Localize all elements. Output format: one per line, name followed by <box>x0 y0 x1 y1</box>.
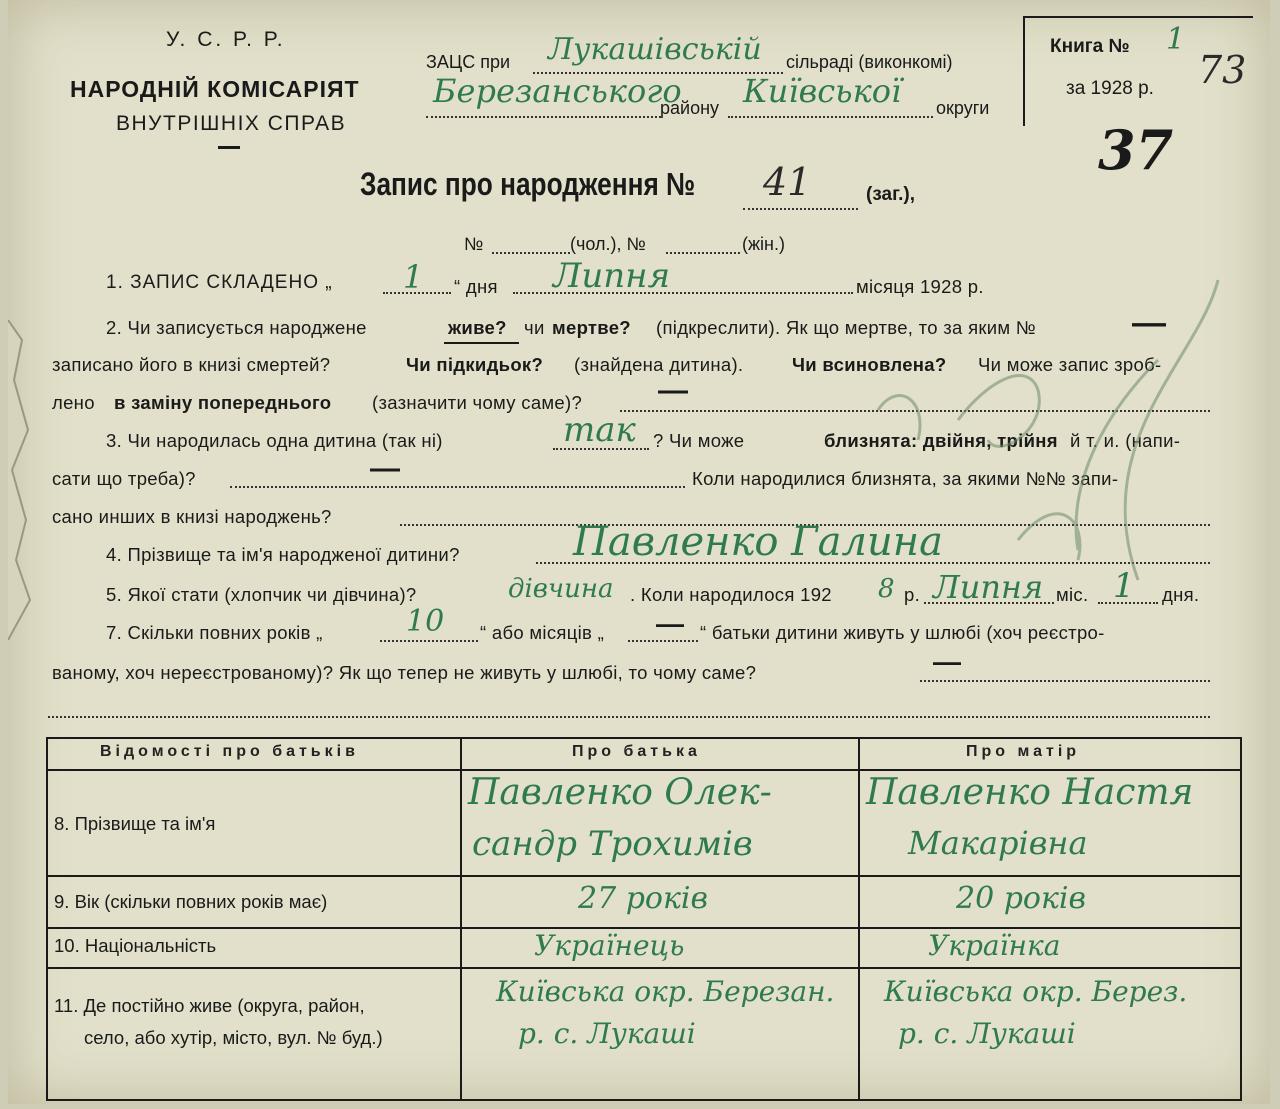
item2-replace: в заміну попереднього <box>114 392 332 413</box>
item2-l1-a: 2. Чи записується народжене <box>106 317 367 338</box>
item3-l1-b: ? Чи може <box>653 430 745 451</box>
item2-l2-b: (знайдена дитина). <box>574 354 744 375</box>
item3-l2-b: Коли народилися близнята, за якими №№ запи- <box>692 468 1119 489</box>
row11-mother-line2: р. с. Лукаші <box>898 1017 1076 1050</box>
item2-l1-b: чи <box>524 317 545 338</box>
record-number-line <box>743 208 858 210</box>
book-box-top <box>1023 16 1253 18</box>
table-row-divider-1 <box>48 875 1240 877</box>
item5-month-handwritten: Липня <box>933 568 1044 606</box>
book-year: за 1928 р. <box>1066 78 1154 99</box>
item5-c: р. <box>904 584 921 605</box>
header-dash <box>218 146 240 149</box>
item5-e: дня. <box>1162 584 1200 605</box>
item3-l1-c: й т. и. (напи- <box>1070 430 1181 451</box>
col-header-info: Відомості про батьків <box>100 743 359 760</box>
item2-l3-a: лено <box>52 392 95 413</box>
form-paper <box>8 0 1270 1104</box>
row11-father-line1: Київська окр. Березан. <box>496 975 835 1008</box>
row11-label-line1: 11. Де постійно живе (округа, район, <box>54 995 365 1016</box>
item5-year-handwritten: 8 <box>878 574 895 604</box>
village-handwritten: Лукашівській <box>548 32 762 67</box>
sub-no-1: № <box>464 234 484 254</box>
sub-zhin: (жін.) <box>742 234 785 254</box>
item3-l2-a: сати що треба)? <box>52 468 196 489</box>
item7-l3-line <box>48 716 1210 718</box>
item2-l3-dash: — <box>658 374 688 407</box>
item1-day-handwritten: 1 <box>403 258 424 296</box>
zags-prefix: ЗАЦС при <box>426 52 511 72</box>
item5-d: міс. <box>1056 584 1089 605</box>
item2-dead: мертве? <box>552 317 631 338</box>
item7-months-dash: — <box>656 608 684 639</box>
sub-line-2 <box>666 252 740 254</box>
okrug-line <box>728 116 933 118</box>
header-ussr: У. С. Р. Р. <box>166 28 286 51</box>
book-number-handwritten: 1 <box>1166 22 1186 57</box>
record-title: Запис про народження № <box>360 166 696 202</box>
table-col-divider-1 <box>460 739 462 1099</box>
item4-handwritten: Павленко Галина <box>573 519 943 565</box>
item3-l1-a: 3. Чи народилась одна дитина (так ні) <box>106 430 443 451</box>
record-number-handwritten: 41 <box>763 160 812 204</box>
item2-adopt: Чи всиновлена? <box>792 354 947 375</box>
table-header-divider <box>48 769 1240 771</box>
item5-a: 5. Якої стати (хлопчик чи дівчина)? <box>106 584 417 605</box>
torn-edge <box>8 320 48 640</box>
item7-months-line <box>628 640 698 642</box>
row9-label: 9. Вік (скільки повних років має) <box>54 891 328 912</box>
item2-l1-c: (підкреслити). Як що мертве, то за яким № <box>656 317 1037 338</box>
item7-a: 7. Скільки повних років „ <box>106 622 323 643</box>
row8-mother-line1: Павленко Настя <box>866 772 1194 813</box>
row11-mother-line1: Київська окр. Берез. <box>884 975 1188 1008</box>
signature-scribble <box>838 240 1258 620</box>
okrug-handwritten: Київської <box>743 72 902 110</box>
item2-found: Чи підкидьок? <box>406 354 544 375</box>
item5-b: . Коли народилося 192 <box>630 584 832 605</box>
book-label: Книга № <box>1050 36 1130 57</box>
row10-father: Українець <box>534 929 685 962</box>
item7-l2-line <box>920 680 1210 682</box>
item3-l2-line <box>230 486 685 488</box>
table-col-divider-2 <box>858 739 860 1099</box>
item1-b: “ дня <box>454 276 498 297</box>
item4-label: 4. Прізвище та ім'я народженої дитини? <box>106 544 460 565</box>
item7-l2: ваному, хоч нереєстрованому)? Як що тепер не живуть у шлюбі, то чому саме? <box>52 662 757 683</box>
sheet-number-handwritten: 37 <box>1098 118 1174 182</box>
item2-l2-a: записано його в книзі смертей? <box>52 354 331 375</box>
header-commissariat: НАРОДНІЙ КОМІСАРІЯТ <box>70 76 360 102</box>
district-handwritten: Березанського <box>433 72 682 110</box>
record-suffix: (заг.), <box>866 184 915 205</box>
item7-b: “ або місяців „ <box>480 622 605 643</box>
item1-c: місяця 1928 р. <box>856 276 984 297</box>
item5-sex-handwritten: дівчина <box>508 574 614 604</box>
table-row-divider-3 <box>48 967 1240 969</box>
row8-father-line1: Павленко Олек- <box>468 772 772 813</box>
item3-handwritten: так <box>563 410 636 450</box>
item2-l3-b: (зазначити чому саме)? <box>372 392 583 413</box>
row10-label: 10. Національність <box>54 935 217 956</box>
book-box-left <box>1023 16 1025 126</box>
page-number-handwritten: 73 <box>1198 48 1247 92</box>
item7-years-handwritten: 10 <box>406 604 445 639</box>
item7-l2-dash: — <box>933 646 961 677</box>
sub-line-1 <box>492 252 570 254</box>
item2-alive: живе? <box>448 317 507 338</box>
item7-c: “ батьки дитини живуть у шлюбі (хоч реєстро- <box>700 622 1105 643</box>
item2-l2-c: Чи може запис зроб- <box>978 354 1162 375</box>
row8-father-line2: сандр Трохимів <box>472 824 753 864</box>
parents-table <box>46 737 1242 1101</box>
item1-a: 1. ЗАПИС СКЛАДЕНО „ <box>106 272 333 293</box>
col-header-father: Про батька <box>572 743 701 760</box>
sub-chol: (чол.), № <box>570 234 646 254</box>
district-line <box>426 116 661 118</box>
header-department: ВНУТРІШНІХ СПРАВ <box>116 112 347 135</box>
item3-l2-dash: — <box>370 452 400 485</box>
item2-alive-underline <box>444 342 519 344</box>
okrug-label: округи <box>936 98 990 118</box>
item2-dash: — <box>1132 304 1166 342</box>
village-suffix: сільраді (виконкомі) <box>786 52 953 72</box>
row10-mother: Українка <box>928 929 1061 962</box>
district-label: району <box>660 98 720 118</box>
item1-month-handwritten: Липня <box>553 256 671 296</box>
col-header-mother: Про матір <box>966 743 1081 760</box>
row11-father-line2: р. с. Лукаші <box>518 1017 696 1050</box>
row11-label-line2: село, або хутір, місто, вул. № буд.) <box>84 1027 383 1048</box>
row9-mother: 20 років <box>956 881 1086 916</box>
item3-l3: сано инших в книзі народжень? <box>52 506 332 527</box>
item3-twins: близнята: двійня, трійня <box>824 430 1058 451</box>
item5-day-handwritten: 1 <box>1113 566 1135 606</box>
item7-years-line <box>380 640 478 642</box>
row8-mother-line2: Макарівна <box>908 824 1088 862</box>
row9-father: 27 років <box>578 881 708 916</box>
row8-label: 8. Прізвище та ім'я <box>54 813 216 834</box>
